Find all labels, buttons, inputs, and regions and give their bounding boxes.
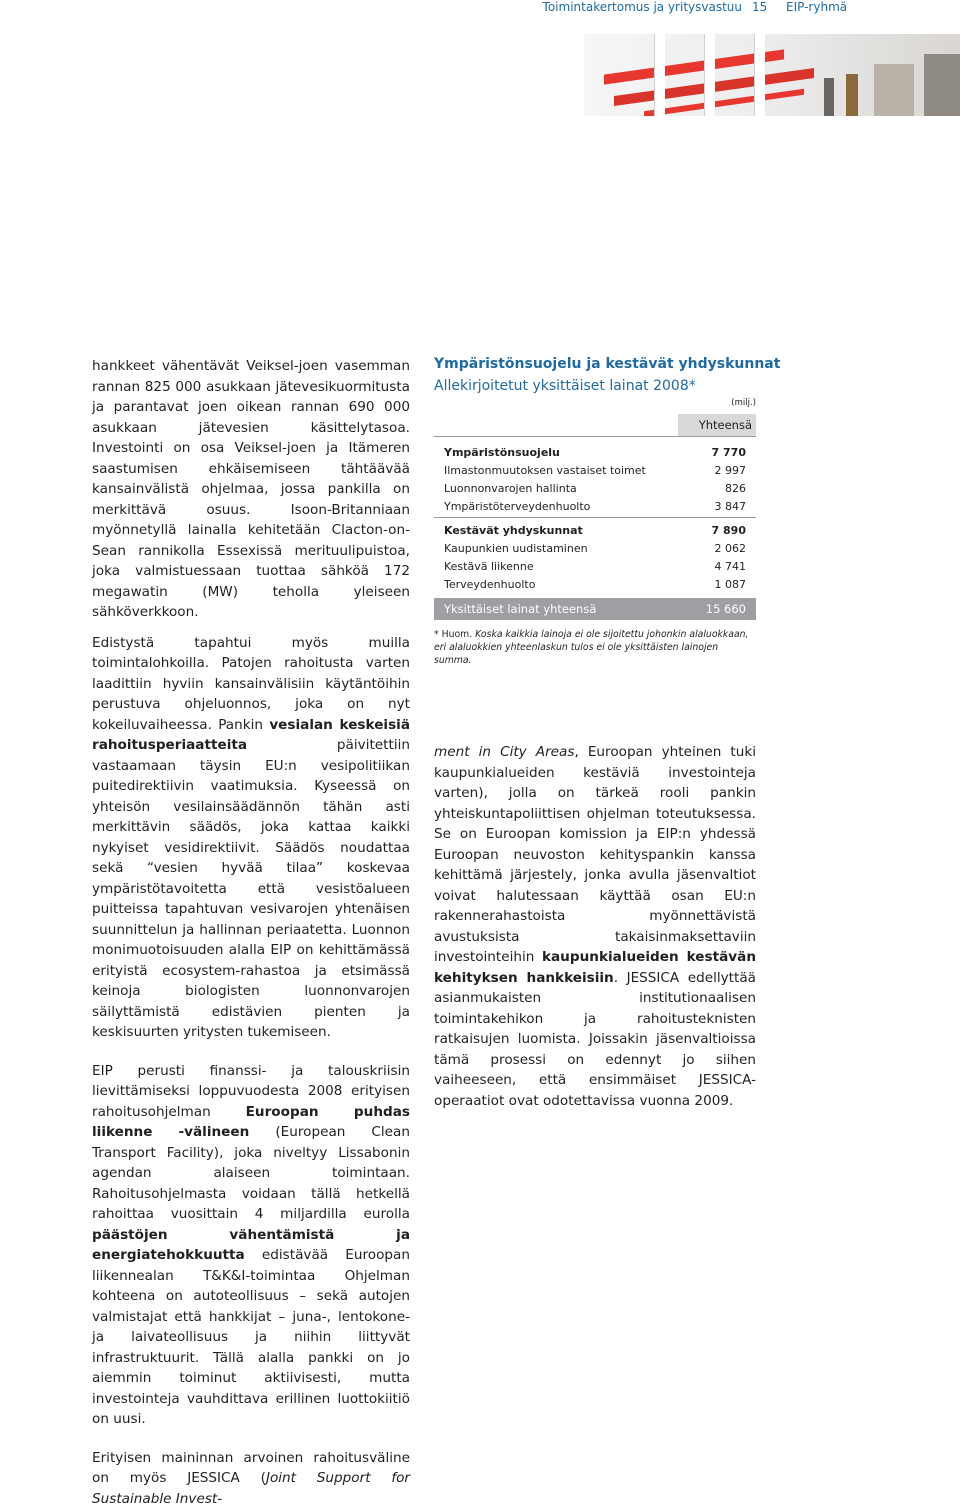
- table-footnote: * Huom. Koska kaikkia lainoja ei ole sijoitettu johonkin alaluokkaan, eri alaluokkien yhteenlaskun tulos ei ole yksittäisten lainojen summa.: [434, 628, 756, 667]
- section-title: Toimintakertomus ja yritysvastuu: [543, 0, 742, 14]
- paragraph: EIP perusti finanssi- ja talouskriisin lievittämiseksi loppuvuodesta 2008 erityisen rahoitusohjelman Euroopan puhdas liikenne -välineen (European Clean Transport Facility), joka niveltyy Lissabonin agendan alaiseen toimintaan. Rahoitusohjelmasta voidaan tällä hetkellä rahoittaa vuosittain 4 miljardilla eurolla päästöjen vähentämistä ja energiatehokkuutta edistävää Euroopan liikennealan T&K&I-toimintaa Ohjelman kohteena on autoteollisuus – sekä autojen valmistajat että hankkijat – juna-, lentokone- ja laivateollisuus ja niihin liittyvät infrastruktuurit. Tällä alalla pankki on jo aiemmin toiminut aktiivisesti, mutta investointeja vauhdittava erillinen luottokiitiö on uusi.: [92, 1061, 410, 1430]
- table-title: Ympäristönsuojelu ja kestävät yhdyskunnat: [434, 356, 780, 372]
- table-subtitle: Allekirjoitetut yksittäiset lainat 2008*: [434, 378, 696, 394]
- page-header: [0, 0, 960, 24]
- paragraph: Erityisen maininnan arvoinen rahoitusväline on myös JESSICA (Joint Support for Sustainable Invest-: [92, 1448, 410, 1509]
- page-number: 15: [752, 0, 767, 14]
- paragraph: ment in City Areas, Euroopan yhteinen tuki kaupunkialueiden kestäviä investointeja varten), jolla on tärkeä rooli pankin yhteiskuntapoliittisen ohjelman toteutuksessa. Se on Euroopan komission ja EIP:n yhdessä Euroopan neuvoston kehityspankin kanssa kehittämä järjestely, jonka avulla jäsenvaltiot voivat halutessaan käyttää osan EU:n rakennerahastoista myönnettävistä avustuksista takaisinmaksettaviin investointeihin kaupunkialueiden kestävän kehityksen hankkeisiin. JESSICA edellyttää asianmukaisten institutionaalisen toimintakehikon ja rahoitusteknisten ratkaisujen luomista. Joissakin jäsenvaltioissa tämä prosessi on edennyt jo siihen vaiheeseen, että ensimmäiset JESSICA-operaatiot ovat odotettavissa vuonna 2009.: [434, 742, 756, 1111]
- table-unit: (milj.): [720, 398, 756, 408]
- left-column: [92, 356, 410, 1509]
- right-column: [434, 742, 756, 1111]
- header-photo: [584, 34, 960, 116]
- table-total-row: Yksittäiset lainat yhteensä 15 660: [434, 598, 756, 620]
- column-header: Yhteensä: [678, 414, 756, 436]
- organization-name: EIP-ryhmä: [786, 0, 847, 14]
- divider: [434, 436, 756, 437]
- divider: [434, 517, 756, 518]
- paragraph: hankkeet vähentävät Veiksel-joen vasemman rannan 825 000 asukkaan jätevesikuormitusta ja parantavat joen oikean rannan 690 000 asukkaan jätevesien käsittelytasoa. Investointi on osa Veiksel-joen ja Itämeren saastumisen ehkäisemiseen tähtäävää kansainvälistä ohjelmaa, jossa pankilla on merkittävä osuus. Isoon-Britanniaan myönnetyllä lainalla kehitetään Clacton-on-Sean rannikolla Essexissä merituulipuistoa, joka valmistuessaan tuottaa sähköä 172 megawatin (MW) teholla yleiseen sähköverkkoon.: [92, 356, 410, 623]
- paragraph: Edistystä tapahtui myös muilla toimintalohkoilla. Patojen rahoitusta varten laadittiin hyviin kansainvälisiin käytäntöihin perustuva ohjeluonnos, joka on nyt kokeiluvaiheessa. Pankin vesialan keskeisiä rahoitusperiaatteita päivitettiin vastaamaan täysin EU:n vesipolitiikan puitedirektiivin vaatimuksia. Kyseessä on yhteisön vesilainsäädännön tähän asti merkittävin säädös, joka kattaa kaikki nykyiset vesidirektiivit. Säädös noudattaa sekä “vesien hyvää tilaa” koskevaa ympäristötavoitetta että vesistöalueen puitteissa tapahtuvan vesivarojen yhtenäisen suunnittelun ja hallinnan periaatetta. Luonnon monimuotoisuuden alalla EIP on kehittämässä erityistä ecosystem-rahastoa ja etsimässä keinoja biologisten luonnonvarojen säilyttämistä edistävien pienten ja keskisuurten yritysten tukemiseen.: [92, 633, 410, 1043]
